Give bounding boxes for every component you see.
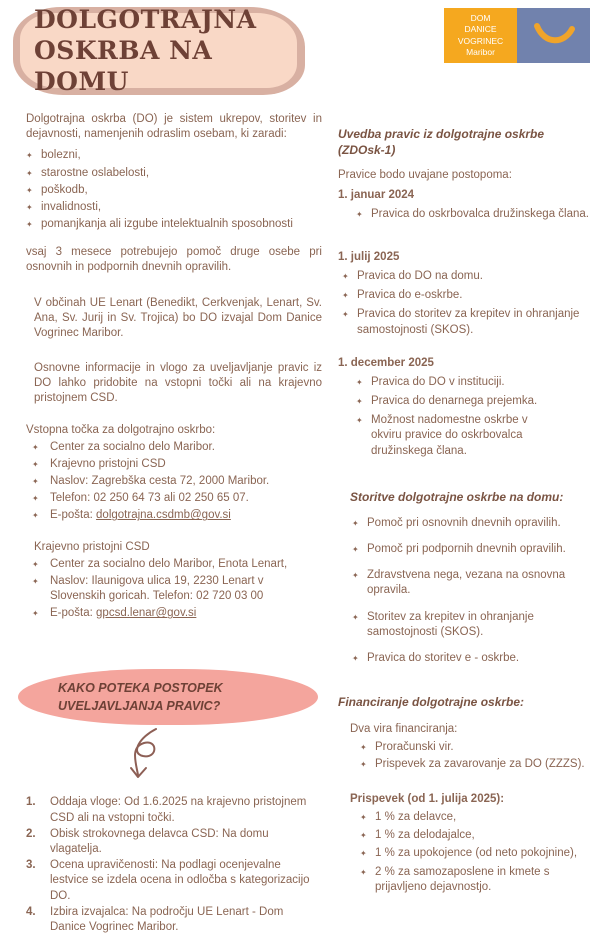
- services-title: Storitve dolgotrajne oskrbe na domu:: [350, 489, 564, 504]
- step-text: Oddaja vloge: Od 1.6.2025 na krajevno pristojnem CSD ali na vstopni točki.: [50, 796, 307, 824]
- bullet-icon: ✦: [26, 202, 33, 212]
- logo: [444, 8, 590, 63]
- list-item: [26, 200, 322, 215]
- list-item: [26, 491, 322, 506]
- smile-icon: [528, 17, 580, 55]
- process-step: [26, 905, 322, 935]
- list-item: [26, 166, 322, 181]
- arrow-wrap: [118, 727, 322, 789]
- logo-smile-block: [517, 8, 590, 63]
- csd-email-link[interactable]: gpcsd.lenar@gov.si: [96, 607, 197, 620]
- list-item: [352, 651, 595, 666]
- process-step: [26, 827, 322, 857]
- municipalities-paragraph: V občinah UE Lenart (Benedikt, Cerkvenjak, Lenart, Sv. Ana, Sv. Jurij in Sv. Trojica) bo DO izvajal Dom Danice Vogrinec Maribor.: [34, 296, 322, 339]
- list-item-text: Prispevek za zavarovanje za DO (ZZZS).: [375, 757, 585, 770]
- list-item: [360, 810, 595, 825]
- financing-title: Financiranje dolgotrajne oskrbe:: [338, 695, 525, 710]
- list-item-text: bolezni,: [41, 149, 81, 162]
- page-title-line1: DOLGOTRAJNA: [34, 4, 257, 34]
- list-item: [356, 207, 595, 222]
- curvy-arrow-icon: [118, 727, 168, 789]
- bullet-icon: ✦: [32, 511, 39, 521]
- list-item: [360, 828, 595, 843]
- step-number: 4.: [26, 905, 36, 918]
- list-item: [26, 183, 322, 198]
- list-item-text: Pomoč pri osnovnih dnevnih opravilih.: [367, 516, 561, 529]
- contribution-list: [348, 810, 595, 895]
- list-item: [342, 288, 595, 303]
- list-item-text: Pomoč pri podpornih dnevnih opravilih.: [367, 543, 566, 556]
- bullet-icon: ✦: [356, 416, 363, 426]
- list-item-text: pomanjkanja ali izgube intelektualnih sposobnosti: [41, 218, 293, 231]
- list-item: [26, 148, 322, 163]
- bullet-icon: ✦: [32, 494, 39, 504]
- bullet-icon: ✦: [360, 813, 367, 823]
- bullet-icon: ✦: [360, 849, 367, 859]
- logo-line3: VOGRINEC: [457, 35, 504, 46]
- phase-items: [342, 269, 595, 338]
- list-item: [352, 516, 595, 531]
- bullet-icon: ✦: [352, 654, 359, 663]
- list-item: [352, 542, 595, 557]
- page-title-line2: OSKRBA NA DOMU: [34, 35, 213, 97]
- bullet-icon: ✦: [360, 867, 367, 877]
- list-item: [360, 757, 595, 772]
- list-item: [26, 457, 322, 472]
- entry-point-title: Vstopna točka za dolgotrajno oskrbo:: [26, 423, 216, 436]
- list-item: [342, 269, 595, 284]
- list-item-email: [26, 606, 322, 621]
- process-blob-title: KAKO POTEKA POSTOPEK UVELJAVLJANJA PRAVIC?: [58, 680, 223, 714]
- step-number: 2.: [26, 827, 36, 840]
- info-paragraph: Osnovne informacije in vlogo za uveljavljanje pravic iz DO lahko pridobite na vstopni točki ali na krajevno pristojnem CSD.: [34, 362, 322, 405]
- list-item-text: Telefon: 02 250 64 73 ali 02 250 65 07.: [50, 492, 249, 505]
- list-item-text: Zdravstvena nega, vezana na osnovna opravila.: [367, 569, 566, 597]
- phase-items: [342, 207, 595, 222]
- list-item: [352, 568, 595, 598]
- list-item: [26, 574, 322, 604]
- contribution-title: Prispevek (od 1. julija 2025):: [350, 792, 505, 805]
- bullet-icon: ✦: [356, 209, 363, 219]
- email-label: E-pošta:: [50, 509, 97, 522]
- bullet-icon: ✦: [356, 397, 363, 407]
- bullet-icon: ✦: [32, 477, 39, 487]
- list-item-text: 2 % za samozaposlene in kmete s prijavljeno dejavnostjo.: [375, 865, 550, 893]
- email-label: E-pošta:: [50, 607, 97, 620]
- list-item-text: Pravica do denarnega prejemka.: [371, 395, 538, 408]
- list-item-text: Naslov: Zagrebška cesta 72, 2000 Maribor.: [50, 475, 270, 488]
- list-item-text: Storitev za krepitev in ohranjanje samostojnosti (SKOS).: [367, 610, 534, 638]
- list-item-text: Naslov: Ilaunigova ulica 19, 2230 Lenart v Slovenskih goricah. Telefon: 02 720 03 00: [50, 574, 264, 603]
- right-column: [338, 112, 595, 936]
- step-text: Izbira izvajalca: Na področju UE Lenart - Dom Danice Vogrinec Maribor.: [50, 905, 284, 933]
- title-blob-inner: [20, 4, 297, 97]
- list-item: [356, 394, 595, 409]
- list-item: [356, 375, 595, 390]
- bullet-icon: ✦: [352, 545, 359, 555]
- list-item-text: Pravica do oskrbovalca družinskega člana.: [371, 207, 589, 220]
- process-step: [26, 795, 322, 825]
- bullet-icon: ✦: [342, 310, 349, 320]
- list-item-text: poškodb,: [41, 183, 88, 196]
- bullet-icon: ✦: [342, 272, 349, 282]
- reasons-list: [26, 148, 322, 232]
- list-item: [26, 474, 322, 489]
- list-item: [26, 217, 322, 232]
- list-item-text: Pravica do storitev za krepitev in ohranjanje samostojnosti (SKOS).: [357, 308, 580, 336]
- list-item: [342, 307, 595, 337]
- list-item-text: 1 % za delavce,: [375, 811, 457, 824]
- list-item-text: 1 % za delodajalce,: [375, 829, 475, 842]
- bullet-icon: ✦: [342, 291, 349, 301]
- logo-line1: DOM: [470, 13, 491, 24]
- bullet-icon: ✦: [32, 459, 39, 469]
- rights-intro-heading: Uvedba pravic iz dolgotrajne oskrbe (ZDOsk-1): [338, 127, 545, 158]
- page-title: [20, 4, 297, 98]
- list-item-text: Pravica do DO na domu.: [357, 270, 483, 283]
- intro-paragraph: Dolgotrajna oskrba (DO) je sistem ukrepov, storitev in dejavnosti, namenjenih odraslim osebam, ki zaradi:: [26, 113, 322, 141]
- bullet-icon: ✦: [32, 442, 39, 452]
- csd-title: Krajevno pristojni CSD: [34, 540, 150, 553]
- bullet-icon: ✦: [360, 831, 367, 841]
- list-item-email: [26, 508, 322, 523]
- list-item-text: starostne oslabelosti,: [41, 166, 150, 179]
- list-item: [356, 413, 595, 459]
- logo-text-block: [444, 8, 517, 63]
- list-item: [360, 846, 595, 861]
- step-text: Ocena upravičenosti: Na podlagi ocenjevalne lestvice se izdela ocena in odločba s kategorizacijo DO.: [50, 859, 310, 902]
- bullet-icon: ✦: [356, 377, 363, 387]
- list-item-text: Pravica do storitev e - oskrbe.: [367, 652, 520, 664]
- list-item-text: 1 % za upokojence (od neto pokojnine),: [375, 847, 578, 860]
- entry-email-link[interactable]: dolgotrajna.csdmb@gov.si: [96, 509, 231, 522]
- process-step: [26, 858, 322, 904]
- bullet-icon: ✦: [352, 571, 359, 581]
- services-list: [338, 516, 595, 666]
- list-item-text: Proračunski vir.: [375, 740, 454, 753]
- financing-sources-list: [348, 740, 595, 772]
- list-item: [352, 610, 595, 640]
- list-item-text: Center za socialno delo Maribor.: [50, 440, 215, 453]
- list-item-text: Pravica do e-oskrbe.: [357, 289, 463, 302]
- logo-line2: DANICE: [464, 24, 497, 35]
- financing-sources-title: Dva vira financiranja:: [350, 723, 458, 736]
- phase-date: 1. januar 2024: [338, 188, 415, 201]
- bullet-icon: ✦: [32, 609, 39, 619]
- process-steps: [26, 795, 322, 935]
- bullet-icon: ✦: [352, 518, 359, 528]
- bullet-icon: ✦: [352, 612, 359, 622]
- bullet-icon: ✦: [32, 559, 39, 569]
- step-number: 1.: [26, 796, 36, 809]
- bullet-icon: ✦: [26, 220, 33, 230]
- list-item: [360, 865, 595, 895]
- list-item-text: Krajevno pristojni CSD: [50, 457, 166, 470]
- bullet-icon: ✦: [26, 151, 33, 161]
- left-column: [20, 112, 322, 936]
- list-item-text: Center za socialno delo Maribor, Enota Lenart,: [50, 557, 288, 570]
- phase-items: [342, 375, 595, 459]
- step-text: Obisk strokovnega delavca CSD: Na domu vlagatelja.: [50, 827, 269, 855]
- process-blob: [18, 669, 318, 725]
- step-number: 3.: [26, 859, 36, 872]
- csd-list: [26, 557, 322, 622]
- bullet-icon: ✦: [360, 742, 367, 752]
- list-item-text: Pravica do DO v instituciji.: [371, 375, 505, 388]
- bullet-icon: ✦: [360, 759, 367, 769]
- entry-point-list: [26, 440, 322, 524]
- phase-date: 1. december 2025: [338, 356, 434, 369]
- content-columns: [20, 112, 595, 936]
- bullet-icon: ✦: [32, 576, 39, 586]
- bullet-icon: ✦: [26, 168, 33, 178]
- logo-line4: Maribor: [466, 46, 495, 57]
- bullet-icon: ✦: [26, 185, 33, 195]
- list-item: [26, 440, 322, 455]
- title-blob: [13, 4, 305, 97]
- rights-subheading: Pravice bodo uvajane postopoma:: [338, 169, 512, 182]
- list-item-text: invalidnosti,: [41, 200, 102, 213]
- phase-date: 1. julij 2025: [338, 250, 400, 263]
- list-item: [26, 557, 322, 572]
- list-item: [360, 740, 595, 755]
- after-bullets-paragraph: vsaj 3 mesece potrebujejo pomoč druge osebe pri osnovnih in podpornih dnevnih opravilih.: [26, 246, 322, 274]
- list-item-text: Možnost nadomestne oskrbe v okviru pravice do oskrbovalca družinskega člana.: [371, 414, 528, 457]
